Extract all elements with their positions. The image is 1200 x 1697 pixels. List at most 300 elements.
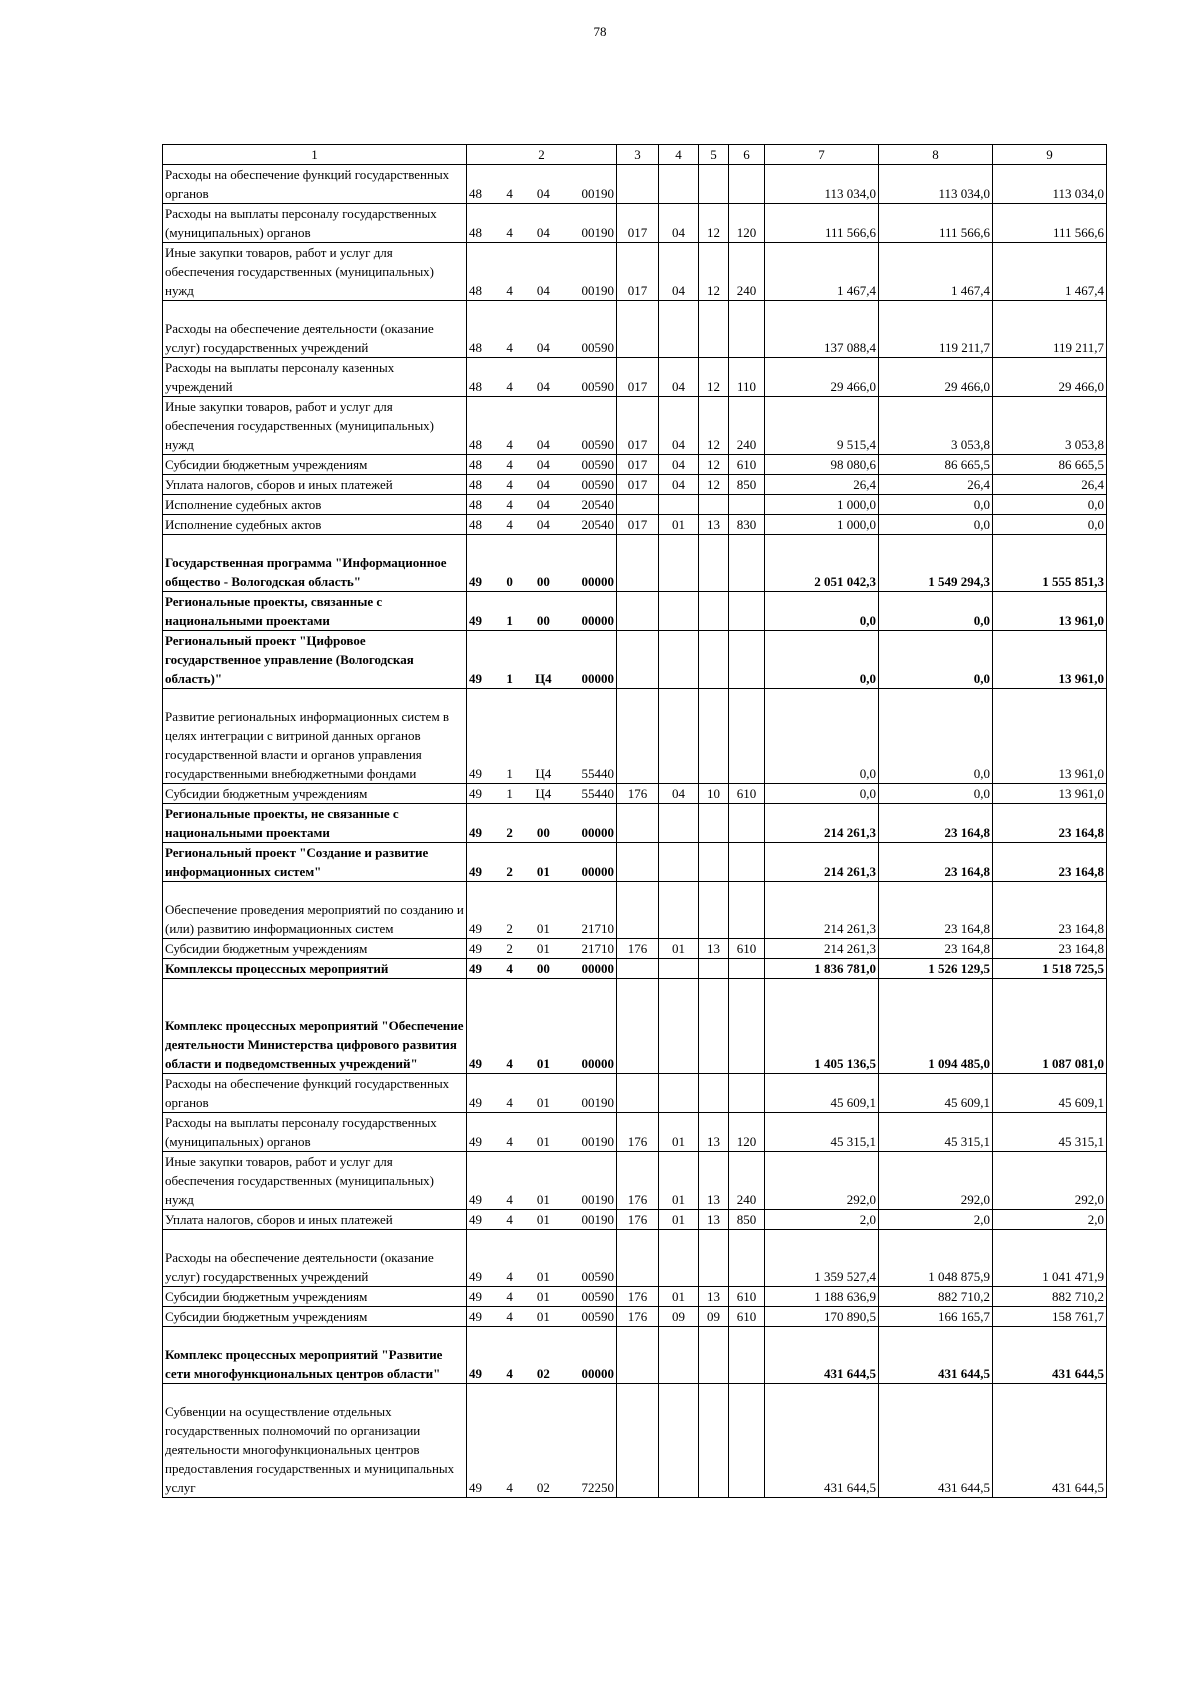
- row-section-code: [659, 882, 699, 939]
- program-code-part: 04: [536, 437, 550, 452]
- program-code-part: 00590: [581, 379, 614, 394]
- row-subsection-code: 12: [699, 358, 729, 397]
- row-expense-type-code: [729, 301, 765, 358]
- row-section-code: 01: [659, 1287, 699, 1307]
- row-subsection-code: [699, 301, 729, 358]
- page-number: 78: [593, 24, 607, 39]
- program-code-part: Ц4: [535, 671, 552, 686]
- row-name: Комплекс процессных мероприятий "Обеспечение деятельности Министерства цифрового развития области и подведомственных учреждений": [163, 979, 467, 1074]
- row-amount-col7: 26,4: [765, 475, 879, 495]
- table-row: [163, 939, 1107, 959]
- row-ministry-code: [617, 1230, 659, 1287]
- row-expense-type-code: [729, 843, 765, 882]
- row-amount-col9: 431 644,5: [993, 1384, 1107, 1498]
- program-code-part: 4: [506, 1095, 513, 1110]
- row-program-code: [467, 1210, 617, 1230]
- row-program-code: [467, 475, 617, 495]
- program-code-part: Ц4: [535, 786, 552, 801]
- row-ministry-code: 017: [617, 358, 659, 397]
- program-code-part: 1: [506, 671, 513, 686]
- program-code-part: 4: [506, 437, 513, 452]
- table-row: [163, 204, 1107, 243]
- row-section-code: 01: [659, 939, 699, 959]
- row-section-code: 09: [659, 1307, 699, 1327]
- row-subsection-code: 12: [699, 204, 729, 243]
- header-cell: 2: [467, 145, 617, 165]
- program-code-part: 49: [469, 1480, 482, 1495]
- row-amount-col8: 23 164,8: [879, 804, 993, 843]
- row-ministry-code: [617, 882, 659, 939]
- row-expense-type-code: 850: [729, 475, 765, 495]
- program-code-part: 04: [536, 225, 550, 240]
- program-code-part: 49: [469, 1289, 482, 1304]
- program-code-part: 4: [506, 1289, 513, 1304]
- row-subsection-code: [699, 535, 729, 592]
- row-subsection-code: [699, 843, 729, 882]
- row-name: Расходы на обеспечение функций государственных органов: [163, 165, 467, 204]
- row-program-code: [467, 495, 617, 515]
- header-row: [163, 145, 1107, 165]
- row-section-code: 04: [659, 358, 699, 397]
- program-code-part: 00000: [581, 864, 614, 879]
- row-program-code: [467, 1113, 617, 1152]
- row-expense-type-code: [729, 1230, 765, 1287]
- row-ministry-code: [617, 1384, 659, 1498]
- row-amount-col8: 23 164,8: [879, 939, 993, 959]
- program-code-part: 04: [536, 186, 550, 201]
- row-name: Субвенции на осуществление отдельных государственных полномочий по организации деятельности многофункциональных центров предоставления государственных и муниципальных услуг: [163, 1384, 467, 1498]
- program-code-part: 55440: [581, 766, 614, 781]
- row-amount-col9: 26,4: [993, 475, 1107, 495]
- program-code-part: 04: [536, 340, 550, 355]
- row-amount-col9: 29 466,0: [993, 358, 1107, 397]
- program-code-part: 00590: [581, 340, 614, 355]
- row-ministry-code: 176: [617, 1113, 659, 1152]
- table-row: [163, 535, 1107, 592]
- program-code-part: 00190: [581, 1192, 614, 1207]
- row-section-code: 01: [659, 515, 699, 535]
- row-subsection-code: [699, 1230, 729, 1287]
- row-amount-col9: 45 609,1: [993, 1074, 1107, 1113]
- program-code-part: 21710: [581, 921, 614, 936]
- program-code-part: 01: [536, 1309, 550, 1324]
- row-ministry-code: [617, 959, 659, 979]
- row-amount-col9: 882 710,2: [993, 1287, 1107, 1307]
- row-name: Комплекс процессных мероприятий "Развитие сети многофункциональных центров области": [163, 1327, 467, 1384]
- row-amount-col9: 1 518 725,5: [993, 959, 1107, 979]
- program-code-part: 48: [469, 457, 482, 472]
- table-row: [163, 843, 1107, 882]
- row-name: Субсидии бюджетным учреждениям: [163, 939, 467, 959]
- row-amount-col9: 292,0: [993, 1152, 1107, 1210]
- row-amount-col7: 113 034,0: [765, 165, 879, 204]
- program-code-part: 01: [536, 941, 550, 956]
- program-code-part: 4: [506, 1056, 513, 1071]
- program-code-part: 49: [469, 864, 482, 879]
- row-section-code: [659, 495, 699, 515]
- row-subsection-code: [699, 1384, 729, 1498]
- program-code-part: 01: [536, 1212, 550, 1227]
- program-code-part: 49: [469, 1269, 482, 1284]
- program-code-part: 01: [536, 1095, 550, 1110]
- program-code-part: 49: [469, 825, 482, 840]
- row-ministry-code: [617, 1074, 659, 1113]
- program-code-part: 55440: [581, 786, 614, 801]
- header-cell: 3: [617, 145, 659, 165]
- program-code-part: 48: [469, 437, 482, 452]
- row-section-code: [659, 1230, 699, 1287]
- row-program-code: [467, 1307, 617, 1327]
- row-name: Субсидии бюджетным учреждениям: [163, 1287, 467, 1307]
- program-code-part: 00000: [581, 825, 614, 840]
- row-ministry-code: 017: [617, 397, 659, 455]
- row-section-code: 01: [659, 1113, 699, 1152]
- program-code-part: Ц4: [535, 766, 552, 781]
- table-row: [163, 689, 1107, 784]
- program-code-part: 00000: [581, 574, 614, 589]
- row-name: Государственная программа "Информационное общество - Вологодская область": [163, 535, 467, 592]
- program-code-part: 00590: [581, 437, 614, 452]
- program-code-part: 00590: [581, 1269, 614, 1284]
- row-name: Расходы на выплаты персоналу государственных (муниципальных) органов: [163, 204, 467, 243]
- row-ministry-code: [617, 165, 659, 204]
- row-name: Уплата налогов, сборов и иных платежей: [163, 475, 467, 495]
- row-amount-col7: 1 405 136,5: [765, 979, 879, 1074]
- row-subsection-code: 10: [699, 784, 729, 804]
- table-row: [163, 784, 1107, 804]
- program-code-part: 21710: [581, 941, 614, 956]
- program-code-part: 00000: [581, 1056, 614, 1071]
- program-code-part: 00: [536, 574, 550, 589]
- row-program-code: [467, 358, 617, 397]
- program-code-part: 2: [506, 941, 513, 956]
- row-section-code: [659, 979, 699, 1074]
- program-code-part: 00190: [581, 283, 614, 298]
- row-subsection-code: [699, 631, 729, 689]
- row-ministry-code: [617, 495, 659, 515]
- row-amount-col9: 45 315,1: [993, 1113, 1107, 1152]
- table-row: [163, 804, 1107, 843]
- program-code-part: 72250: [581, 1480, 614, 1495]
- table-row: [163, 1113, 1107, 1152]
- program-code-part: 4: [506, 186, 513, 201]
- row-program-code: [467, 204, 617, 243]
- row-expense-type-code: [729, 592, 765, 631]
- row-program-code: [467, 939, 617, 959]
- row-name: Субсидии бюджетным учреждениям: [163, 1307, 467, 1327]
- row-expense-type-code: [729, 1384, 765, 1498]
- table-body: [163, 145, 1107, 1498]
- row-expense-type-code: [729, 535, 765, 592]
- row-amount-col9: 111 566,6: [993, 204, 1107, 243]
- row-name: Уплата налогов, сборов и иных платежей: [163, 1210, 467, 1230]
- row-amount-col9: 86 665,5: [993, 455, 1107, 475]
- row-ministry-code: 176: [617, 1307, 659, 1327]
- row-amount-col7: 29 466,0: [765, 358, 879, 397]
- row-section-code: 04: [659, 204, 699, 243]
- row-amount-col8: 0,0: [879, 592, 993, 631]
- row-amount-col8: 1 467,4: [879, 243, 993, 301]
- row-amount-col7: 431 644,5: [765, 1327, 879, 1384]
- row-program-code: [467, 1074, 617, 1113]
- row-amount-col7: 1 188 636,9: [765, 1287, 879, 1307]
- row-amount-col8: 1 526 129,5: [879, 959, 993, 979]
- row-ministry-code: 017: [617, 204, 659, 243]
- table-row: [163, 592, 1107, 631]
- row-program-code: [467, 1230, 617, 1287]
- program-code-part: 4: [506, 1134, 513, 1149]
- row-expense-type-code: [729, 495, 765, 515]
- row-program-code: [467, 301, 617, 358]
- row-program-code: [467, 592, 617, 631]
- program-code-part: 49: [469, 613, 482, 628]
- row-amount-col7: 1 000,0: [765, 515, 879, 535]
- program-code-part: 4: [506, 457, 513, 472]
- row-program-code: [467, 1287, 617, 1307]
- row-subsection-code: 13: [699, 939, 729, 959]
- row-program-code: [467, 631, 617, 689]
- table-row: [163, 358, 1107, 397]
- row-amount-col7: 0,0: [765, 631, 879, 689]
- row-expense-type-code: 120: [729, 204, 765, 243]
- program-code-part: 49: [469, 1095, 482, 1110]
- row-section-code: [659, 165, 699, 204]
- row-amount-col7: 0,0: [765, 784, 879, 804]
- row-subsection-code: 13: [699, 1287, 729, 1307]
- row-subsection-code: 13: [699, 1113, 729, 1152]
- row-ministry-code: [617, 535, 659, 592]
- row-ministry-code: 176: [617, 784, 659, 804]
- row-section-code: [659, 1384, 699, 1498]
- row-amount-col9: 23 164,8: [993, 882, 1107, 939]
- row-amount-col9: 23 164,8: [993, 939, 1107, 959]
- row-ministry-code: [617, 1327, 659, 1384]
- row-name: Расходы на выплаты персоналу казенных учреждений: [163, 358, 467, 397]
- row-amount-col9: 2,0: [993, 1210, 1107, 1230]
- program-code-part: 1: [506, 613, 513, 628]
- program-code-part: 01: [536, 921, 550, 936]
- program-code-part: 49: [469, 921, 482, 936]
- row-name: Региональный проект "Создание и развитие информационных систем": [163, 843, 467, 882]
- row-amount-col7: 9 515,4: [765, 397, 879, 455]
- program-code-part: 20540: [581, 497, 614, 512]
- row-program-code: [467, 165, 617, 204]
- row-amount-col8: 0,0: [879, 631, 993, 689]
- table-row: [163, 495, 1107, 515]
- row-subsection-code: 09: [699, 1307, 729, 1327]
- table-row: [163, 397, 1107, 455]
- row-name: Субсидии бюджетным учреждениям: [163, 784, 467, 804]
- program-code-part: 2: [506, 864, 513, 879]
- program-code-part: 04: [536, 477, 550, 492]
- row-expense-type-code: 610: [729, 784, 765, 804]
- row-name: Иные закупки товаров, работ и услуг для обеспечения государственных (муниципальных) нужд: [163, 243, 467, 301]
- table-row: [163, 979, 1107, 1074]
- row-section-code: [659, 631, 699, 689]
- program-code-part: 00000: [581, 613, 614, 628]
- row-amount-col7: 0,0: [765, 689, 879, 784]
- program-code-part: 4: [506, 1309, 513, 1324]
- program-code-part: 48: [469, 379, 482, 394]
- row-amount-col9: 1 041 471,9: [993, 1230, 1107, 1287]
- row-amount-col7: 1 836 781,0: [765, 959, 879, 979]
- row-subsection-code: 13: [699, 1152, 729, 1210]
- table-row: [163, 1230, 1107, 1287]
- program-code-part: 49: [469, 1366, 482, 1381]
- table-row: [163, 165, 1107, 204]
- row-program-code: [467, 1152, 617, 1210]
- program-code-part: 04: [536, 517, 550, 532]
- row-section-code: [659, 843, 699, 882]
- program-code-part: 00: [536, 613, 550, 628]
- program-code-part: 00590: [581, 1309, 614, 1324]
- program-code-part: 49: [469, 1212, 482, 1227]
- table-row: [163, 515, 1107, 535]
- row-expense-type-code: 610: [729, 1307, 765, 1327]
- program-code-part: 2: [506, 921, 513, 936]
- row-amount-col8: 26,4: [879, 475, 993, 495]
- row-amount-col9: 13 961,0: [993, 631, 1107, 689]
- program-code-part: 02: [536, 1366, 550, 1381]
- table-row: [163, 301, 1107, 358]
- program-code-part: 4: [506, 283, 513, 298]
- row-expense-type-code: 610: [729, 455, 765, 475]
- header-cell: 8: [879, 145, 993, 165]
- row-program-code: [467, 535, 617, 592]
- row-amount-col9: 13 961,0: [993, 592, 1107, 631]
- row-expense-type-code: 120: [729, 1113, 765, 1152]
- table-row: [163, 243, 1107, 301]
- program-code-part: 4: [506, 497, 513, 512]
- row-amount-col9: 23 164,8: [993, 804, 1107, 843]
- row-section-code: 04: [659, 243, 699, 301]
- row-section-code: [659, 1074, 699, 1113]
- row-name: Расходы на обеспечение деятельности (оказание услуг) государственных учреждений: [163, 301, 467, 358]
- program-code-part: 49: [469, 941, 482, 956]
- row-amount-col7: 214 261,3: [765, 804, 879, 843]
- row-amount-col9: 431 644,5: [993, 1327, 1107, 1384]
- header-cell: 9: [993, 145, 1107, 165]
- row-expense-type-code: [729, 1327, 765, 1384]
- row-expense-type-code: 110: [729, 358, 765, 397]
- row-expense-type-code: 240: [729, 397, 765, 455]
- row-ministry-code: [617, 804, 659, 843]
- program-code-part: 49: [469, 1309, 482, 1324]
- row-ministry-code: 176: [617, 939, 659, 959]
- row-ministry-code: 017: [617, 243, 659, 301]
- row-amount-col9: 0,0: [993, 495, 1107, 515]
- table-row: [163, 455, 1107, 475]
- row-subsection-code: [699, 1327, 729, 1384]
- row-ministry-code: [617, 301, 659, 358]
- program-code-part: 4: [506, 1192, 513, 1207]
- row-expense-type-code: 830: [729, 515, 765, 535]
- row-amount-col9: 1 555 851,3: [993, 535, 1107, 592]
- row-amount-col8: 0,0: [879, 689, 993, 784]
- row-program-code: [467, 515, 617, 535]
- row-ministry-code: 017: [617, 515, 659, 535]
- header-cell: 1: [163, 145, 467, 165]
- program-code-part: 00: [536, 825, 550, 840]
- row-expense-type-code: [729, 631, 765, 689]
- budget-table: [162, 144, 1107, 1498]
- row-amount-col7: 431 644,5: [765, 1384, 879, 1498]
- row-expense-type-code: 240: [729, 243, 765, 301]
- program-code-part: 04: [536, 379, 550, 394]
- row-name: Иные закупки товаров, работ и услуг для обеспечения государственных (муниципальных) нужд: [163, 397, 467, 455]
- table-row: [163, 1210, 1107, 1230]
- row-amount-col8: 0,0: [879, 495, 993, 515]
- row-amount-col7: 0,0: [765, 592, 879, 631]
- row-amount-col7: 170 890,5: [765, 1307, 879, 1327]
- row-name: Обеспечение проведения мероприятий по созданию и (или) развитию информационных систем: [163, 882, 467, 939]
- row-subsection-code: [699, 165, 729, 204]
- program-code-part: 4: [506, 1366, 513, 1381]
- row-amount-col9: 1 467,4: [993, 243, 1107, 301]
- row-amount-col9: 113 034,0: [993, 165, 1107, 204]
- table-row: [163, 1074, 1107, 1113]
- program-code-part: 02: [536, 1480, 550, 1495]
- row-section-code: [659, 1327, 699, 1384]
- row-name: Исполнение судебных актов: [163, 495, 467, 515]
- program-code-part: 4: [506, 961, 513, 976]
- row-expense-type-code: [729, 979, 765, 1074]
- row-amount-col8: 113 034,0: [879, 165, 993, 204]
- row-amount-col8: 23 164,8: [879, 882, 993, 939]
- program-code-part: 49: [469, 766, 482, 781]
- row-program-code: [467, 979, 617, 1074]
- row-amount-col7: 214 261,3: [765, 939, 879, 959]
- program-code-part: 01: [536, 864, 550, 879]
- program-code-part: 01: [536, 1134, 550, 1149]
- row-subsection-code: 13: [699, 1210, 729, 1230]
- row-ministry-code: 176: [617, 1210, 659, 1230]
- row-subsection-code: 12: [699, 243, 729, 301]
- row-program-code: [467, 959, 617, 979]
- row-amount-col9: 0,0: [993, 515, 1107, 535]
- row-ministry-code: 017: [617, 455, 659, 475]
- row-amount-col7: 214 261,3: [765, 882, 879, 939]
- row-subsection-code: 12: [699, 397, 729, 455]
- program-code-part: 4: [506, 1480, 513, 1495]
- row-amount-col7: 98 080,6: [765, 455, 879, 475]
- program-code-part: 01: [536, 1289, 550, 1304]
- program-code-part: 00190: [581, 1134, 614, 1149]
- table-row: [163, 1307, 1107, 1327]
- table-row: [163, 475, 1107, 495]
- row-subsection-code: [699, 495, 729, 515]
- row-program-code: [467, 882, 617, 939]
- row-amount-col8: 45 315,1: [879, 1113, 993, 1152]
- row-section-code: 01: [659, 1210, 699, 1230]
- program-code-part: 1: [506, 766, 513, 781]
- table-row: [163, 959, 1107, 979]
- program-code-part: 48: [469, 477, 482, 492]
- program-code-part: 48: [469, 225, 482, 240]
- header-cell: 6: [729, 145, 765, 165]
- row-ministry-code: 017: [617, 475, 659, 495]
- row-program-code: [467, 804, 617, 843]
- row-subsection-code: 12: [699, 475, 729, 495]
- row-amount-col8: 166 165,7: [879, 1307, 993, 1327]
- row-section-code: [659, 301, 699, 358]
- row-subsection-code: [699, 804, 729, 843]
- row-ministry-code: [617, 843, 659, 882]
- row-amount-col7: 292,0: [765, 1152, 879, 1210]
- row-name: Развитие региональных информационных систем в целях интеграции с витриной данных органов государственной власти и органов управления государственными внебюджетными фондами: [163, 689, 467, 784]
- row-amount-col8: 86 665,5: [879, 455, 993, 475]
- row-expense-type-code: 610: [729, 1287, 765, 1307]
